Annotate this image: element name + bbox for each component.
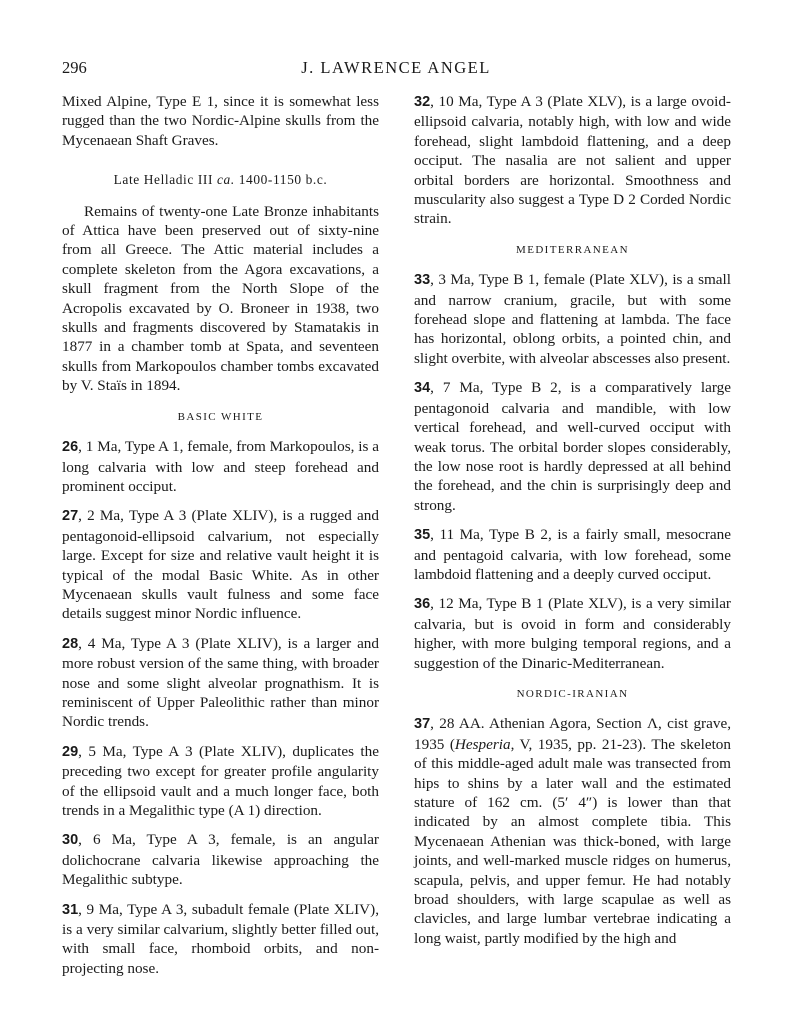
entry-paragraph	[62, 830, 379, 889]
entry-text-after: , V, 1935, pp. 21-23). The skeleton of this middle-aged adult male was transected from hips to shins by a later wall and the estimated stature of 162 cm. (5′ 4″) is lower than that indicated by an almost complete tibia. This Mycenaean Athenian was thick-boned, with large joints, and well-marked muscle ridges on humerus, scapula, pelvis, and upper femur. He had notably broad shoulders, with large scapulae as well as clavicles, and large lumbar vertebrae indicating a long waist, partly modified by the high and	[414, 735, 731, 947]
period-paragraph: Remains of twenty-one Late Bronze inhabitants of Attica have been preserved out of sixty-nine from all Greece. The Attic material includes a complete skeleton from the Agora excavations, a skull fragment from the North Slope of the Acropolis excavated by O. Broneer in 1938, two skulls and fragments discovered by Stamatakis in 1877 in a chamber tomb at Spata, and seventeen skulls from Markopoulos chamber tombs excavated by V. Staïs in 1894.	[62, 202, 379, 395]
journal-title: Hesperia	[454, 735, 511, 753]
entry-paragraph	[414, 378, 731, 515]
entry-number: 36	[414, 596, 431, 613]
period-label: Late Helladic III	[113, 172, 214, 188]
entry-paragraph	[414, 270, 731, 368]
period-date-range: 1400-1150 b.c.	[238, 172, 328, 188]
entry-text-before: , 28 AA. Athenian Agora, Section Λ, cist grave, 1935 (	[414, 715, 731, 753]
entry-text: , 6 Ma, Type A 3, female, is an angular dolichocrane calvaria likewise approaching the Megalithic subtype.	[62, 831, 379, 889]
entry-paragraph	[62, 634, 379, 732]
entry-text: , 12 Ma, Type B 1 (Plate XLV), is a very similar calvaria, but is ovoid in form and considerably higher, with more bulging temporal regions, and a suggestion of the Dinaric-Mediterranean.	[414, 595, 731, 672]
page-number: 296	[62, 58, 87, 77]
entry-text: , 5 Ma, Type A 3 (Plate XLIV), duplicates the preceding two except for greater profile angularity of the ellipsoid vault and a much longer face, both trends in a Megalithic type (A 1) direction.	[62, 742, 379, 819]
entry-paragraph	[414, 594, 731, 673]
entry-text: , 2 Ma, Type A 3 (Plate XLIV), is a rugged and pentagonoid-ellipsoid calvarium, not especially large. Except for size and relative vault height it is typical of the modal Basic White. As in other Mycenaean skulls vault fulness and some face details suggest minor Nordic influence.	[62, 507, 379, 623]
section-heading-basic-white: BASIC WHITE	[177, 410, 264, 423]
entry-paragraph	[414, 92, 731, 229]
entry-text: , 4 Ma, Type A 3 (Plate XLIV), is a larger and more robust version of the same thing, with broader nose and some slight alveolar prognathism. It is reminiscent of Upper Paleolithic rather than minor Nordic trends.	[62, 634, 379, 731]
intro-paragraph: Mixed Alpine, Type E 1, since it is somewhat less rugged than the two Nordic-Alpine skulls from the Mycenaean Shaft Graves.	[62, 93, 379, 149]
entry-text: , 1 Ma, Type A 1, female, from Markopoulos, is a long calvaria with low and steep forehead and prominent occiput.	[62, 438, 379, 495]
entry-number: 29	[62, 743, 79, 760]
period-date-prefix: ca.	[217, 172, 235, 188]
entry-number: 28	[62, 635, 79, 652]
entry-number: 32	[414, 94, 431, 110]
entry-paragraph	[62, 437, 379, 496]
entry-number: 31	[62, 901, 79, 918]
entry-number: 26	[62, 439, 79, 456]
running-title: J. LAWRENCE ANGEL	[301, 58, 491, 77]
entry-number: 35	[414, 527, 431, 544]
left-column	[62, 92, 379, 988]
entry-text: , 11 Ma, Type B 2, is a fairly small, mesocrane and pentagoid calvaria, with low forehead, some lambdoid flattening and a deeply curved occiput.	[414, 526, 731, 583]
entry-paragraph	[62, 900, 379, 979]
entry-number: 33	[414, 272, 431, 289]
entry-text: , 10 Ma, Type A 3 (Plate XLV), is a large ovoid-ellipsoid calvaria, notably high, with low and wide forehead, slight lambdoid flattening, and a deep occiput. The nasalia are not salient and upper orbital borders are horizontal. Smoothness and muscularity also suggest a Type D 2 Corded Nordic strain.	[414, 93, 731, 228]
entry-number: 27	[62, 508, 79, 525]
entry-text: , 9 Ma, Type A 3, subadult female (Plate XLIV), is a very similar calvarium, slightly better filled out, with small face, rhomboid orbits, and non-projecting nose.	[62, 900, 379, 977]
entry-number: 37	[414, 716, 431, 733]
section-heading-mediterranean: MEDITERRANEAN	[516, 243, 629, 256]
section-heading-nordic-iranian: NORDIC-IRANIAN	[516, 687, 629, 700]
right-column	[414, 92, 731, 958]
entry-number: 34	[414, 380, 431, 397]
entry-paragraph	[62, 742, 379, 821]
entry-paragraph	[62, 506, 379, 623]
section-heading-late-helladic	[62, 170, 379, 189]
entry-number: 30	[62, 832, 79, 849]
entry-text: , 7 Ma, Type B 2, is a comparatively large pentagonoid calvaria and mandible, with low vertical forehead, and well-curved occiput with weak torus. The orbital border slopes considerably, the low nose root is hardly depressed at all behind the forehead, and the chin is surprisingly deep and strong.	[414, 379, 731, 514]
entry-text: , 3 Ma, Type B 1, female (Plate XLV), is a small and narrow cranium, gracile, but with some forehead slope and flattening at lambda. The face has horizontal, oblong orbits, a pointed chin, and slight overbite, with alveolar abscesses also present.	[414, 271, 731, 367]
entry-paragraph	[414, 714, 731, 948]
page-header	[62, 58, 730, 78]
entry-paragraph	[414, 525, 731, 584]
